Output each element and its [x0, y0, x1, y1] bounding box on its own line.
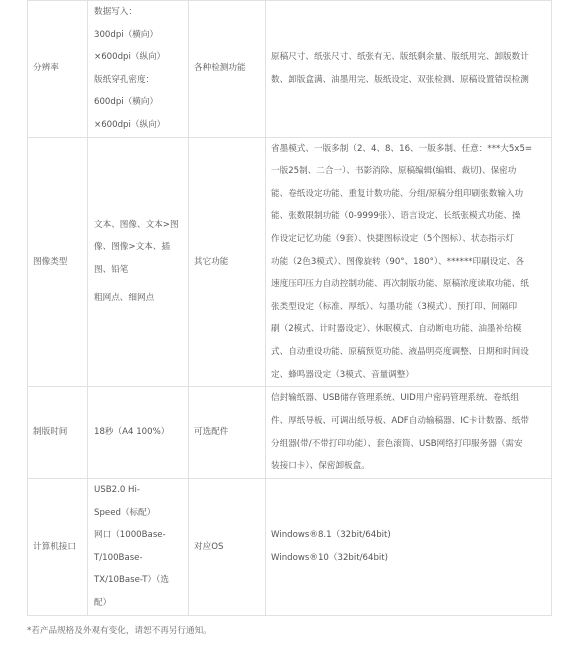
- text-line: 作设定记忆功能（9套）、快捷图标设定（5个图标）、状态指示灯: [271, 233, 514, 244]
- row-value-other-functions: [266, 137, 552, 387]
- text-line: 18秒（A4 100%）: [94, 427, 170, 438]
- text-line: T/100Base-: [94, 552, 143, 563]
- row-label-resolution: 分辨率: [28, 1, 88, 138]
- table-row: [28, 387, 552, 479]
- text-line: 600dpi（横向）: [94, 97, 159, 108]
- text-line: Windows®10（32bit/64bit): [271, 552, 389, 563]
- text-line: 版纸穿孔密度：: [94, 74, 155, 85]
- text-line: 张类型设定（标准、厚纸）、勾墨功能（3模式）、预打印、间隔印: [271, 301, 518, 312]
- row-value-options: [266, 387, 552, 479]
- text-line: USB2.0 Hi-: [94, 485, 140, 496]
- text-line: ×600dpi（纵向）: [94, 119, 166, 130]
- text-line: 刷（2模式、计时器设定）、休眠模式、自动断电功能、油墨补给模: [271, 324, 522, 335]
- text-line: 配）: [94, 598, 112, 609]
- row-label-options: 可选配件: [189, 387, 266, 479]
- row-label-os: 对应OS: [189, 479, 266, 616]
- text-line: 数据写入：: [94, 7, 137, 17]
- table-row: [28, 1, 552, 138]
- text-line: 装接口卡）、保密卸板盒。: [271, 461, 370, 472]
- row-value-os: [266, 479, 552, 616]
- text-line: 件、厚纸导板、可调出纸导板、ADF自动输稿器、IC卡计数器、纸带: [271, 416, 530, 426]
- text-line: 图、铅笔: [94, 264, 129, 275]
- row-value-interface: [88, 479, 189, 616]
- text-line: 文本、图像、文本>图: [94, 219, 179, 230]
- text-line: 数、卸版盒满、油墨用完、版纸设定、双张检测、原稿设置错误检测: [271, 74, 529, 85]
- text-line: 功能（2色3模式）、图像旋转（90°、180°）、******印刷设定、各: [271, 256, 525, 267]
- text-line: 定、蜂鸣器设定（3模式、音量调整）: [271, 369, 414, 380]
- row-label-interface: 计算机接口: [28, 479, 88, 616]
- text-line: 省墨模式、一版多制（2、4、8、16、一版多制、任意：***大5x5=: [271, 143, 533, 154]
- text-line: 300dpi（横向）: [94, 29, 159, 40]
- text-line: 粗网点、细网点: [94, 293, 155, 304]
- text-line: 分组器(带/不带打印功能）、套色滚筒、USB网络打印服务器（需安: [271, 438, 523, 449]
- row-label-plate-time: 制版时间: [28, 387, 88, 479]
- row-value-image-type: [88, 137, 189, 387]
- table-row: [28, 479, 552, 616]
- spec-table: [27, 0, 552, 616]
- text-line: 网口（1000Base-: [94, 530, 166, 541]
- footnote: *若产品规格及外观有变化，请恕不再另行通知。: [27, 626, 212, 636]
- text-line: ×600dpi（纵向）: [94, 52, 166, 63]
- text-line: 信封输纸器、USB储存管理系统、UID用户密码管理系统、卷纸组: [271, 393, 519, 404]
- table-row: [28, 137, 552, 387]
- row-label-detection: 各种检测功能: [189, 1, 266, 138]
- row-value-resolution: [88, 1, 189, 138]
- row-label-other-functions: 其它功能: [189, 137, 266, 387]
- text-line: 速度压印压力自动控制功能、再次制版功能、原稿浓度读取功能、纸: [271, 279, 529, 290]
- text-line: 像、图像>文本、插: [94, 242, 170, 253]
- text-line: Windows®8.1（32bit/64bit): [271, 530, 391, 541]
- text-line: Speed（标配）: [94, 507, 156, 518]
- text-line: 能、张数限制功能（0-9999张）、语言设定、长纸张模式功能、操: [271, 211, 521, 222]
- text-line: 一版25制、二合一）、书影消除、原稿编辑(编辑、裁切)、保密功: [271, 166, 517, 177]
- text-line: 式、自动重设功能、原稿预览功能、液晶明亮度调整、日期和时间设: [271, 346, 529, 357]
- row-value-detection: [266, 1, 552, 138]
- row-value-plate-time: [88, 387, 189, 479]
- text-line: 原稿尺寸、纸张尺寸、纸张有无、版纸剩余量、版纸用完、卸版数计: [271, 52, 529, 63]
- text-line: 能、卷纸设定功能、重复计数功能、分组/原稿分组印刷张数输入功: [271, 188, 524, 199]
- text-line: TX/10Base-T）（选: [94, 575, 169, 586]
- row-label-image-type: 图像类型: [28, 137, 88, 387]
